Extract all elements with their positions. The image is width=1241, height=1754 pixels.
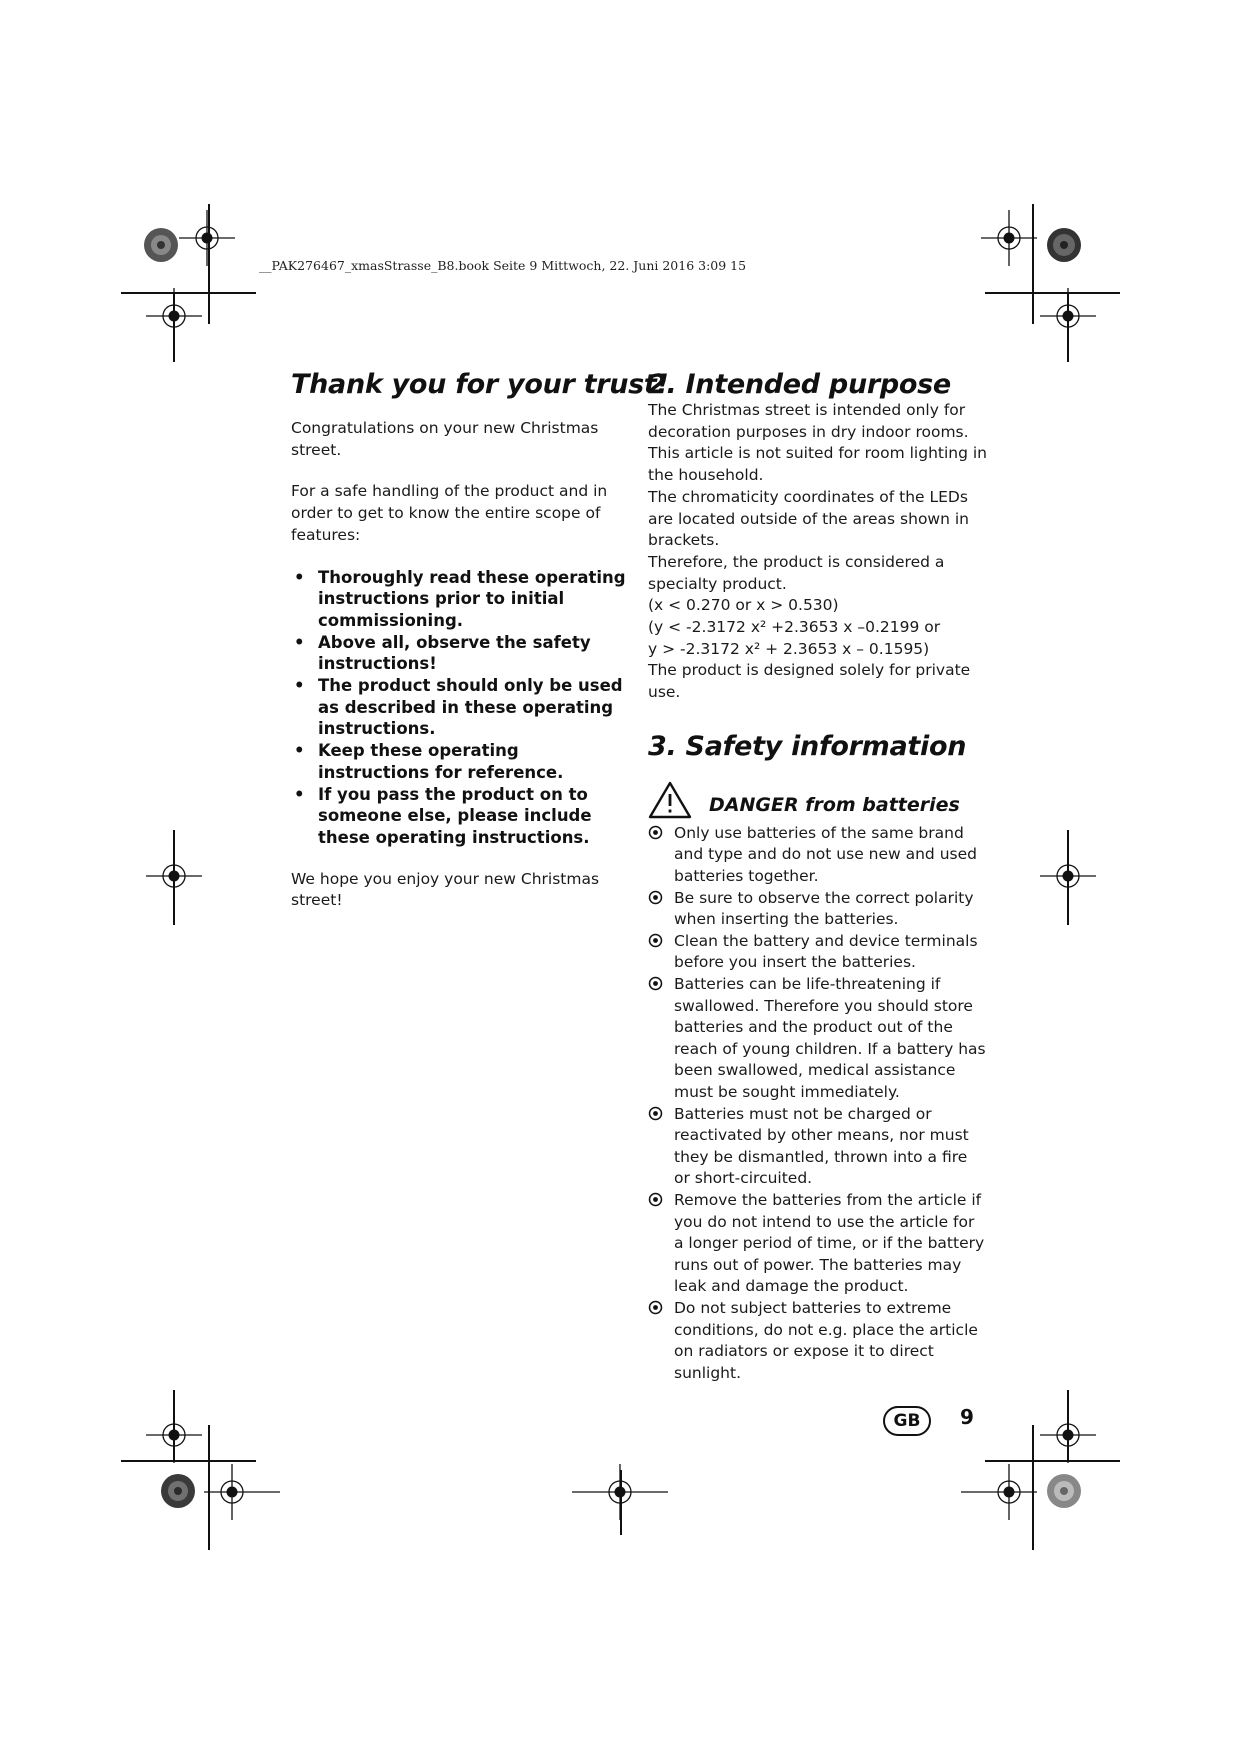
list-item: Batteries must not be charged or reactivated by other means, nor must they be dismantled, thrown into a fire or short-circuited. — [648, 1104, 988, 1190]
color-calibration-disc — [178, 1491, 196, 1509]
chromaticity-formula: (y < -2.3172 x² +2.3653 x –0.2199 or — [648, 618, 941, 637]
color-calibration-disc — [1064, 1491, 1082, 1509]
list-item: • Keep these operating instructions for reference. — [294, 741, 564, 782]
intro-text: Congratulations on your new Christmas street. — [291, 419, 599, 459]
color-calibration-disc — [1064, 245, 1082, 263]
purpose-line: This article is not suited for room lighting in the household. — [648, 444, 987, 485]
list-item: Clean the battery and device terminals before you insert the batteries. — [648, 931, 988, 974]
registration-mark — [620, 1492, 650, 1522]
bullet-icon: • — [294, 676, 305, 696]
print-slug: __PAK276467_xmasStrasse_B8.book Seite 9 Mittwoch, 22. Juni 2016 3:09 15 — [259, 258, 747, 273]
page-title: Thank you for your trust! — [291, 369, 669, 400]
instruction-list — [291, 567, 631, 849]
purpose-line: Therefore, the product is considered a specialty product. — [648, 552, 945, 593]
danger-title: DANGER from batteries — [709, 793, 960, 816]
list-item: • Thoroughly read these operating instructions prior to initial commissioning. — [294, 567, 626, 630]
registration-mark — [1009, 1492, 1039, 1522]
purpose-line: The product is designed solely for private use. — [648, 661, 971, 702]
list-item: Only use batteries of the same brand and type and do not use new and used batteries together. — [648, 823, 988, 888]
warning-triangle-icon — [648, 781, 692, 823]
registration-mark — [1068, 876, 1098, 906]
registration-mark — [207, 238, 237, 268]
chromaticity-formula: y > -2.3172 x² + 2.3653 x – 0.1595) — [648, 639, 930, 658]
closing-text: We hope you enjoy your new Christmas street! — [291, 869, 600, 910]
registration-mark — [174, 1435, 204, 1465]
target-bullet-icon — [648, 1300, 663, 1322]
list-item: Do not subject batteries to extreme conditions, do not e.g. place the article on radiators or expose it to direct sunlight. — [648, 1298, 988, 1384]
target-bullet-icon — [648, 933, 663, 955]
language-badge: GB — [883, 1406, 931, 1436]
registration-mark — [174, 876, 204, 906]
target-bullet-icon — [648, 1106, 663, 1128]
danger-header — [648, 781, 988, 823]
registration-mark — [1068, 1435, 1098, 1465]
registration-mark — [1068, 316, 1098, 346]
registration-mark — [174, 316, 204, 346]
bullet-icon: • — [294, 567, 305, 587]
purpose-line: The Christmas street is intended only for decoration purposes in dry indoor rooms. — [648, 401, 969, 441]
intended-purpose-heading: 2. Intended purpose — [648, 369, 951, 400]
bullet-icon: • — [294, 784, 305, 804]
color-calibration-disc — [161, 245, 179, 263]
target-bullet-icon — [648, 976, 663, 998]
bullet-icon: • — [294, 741, 305, 761]
handling-intro-text: For a safe handling of the product and in order to get to know the entire scope of features: — [291, 482, 608, 544]
safety-information-heading: 3. Safety information — [648, 730, 967, 762]
target-bullet-icon — [648, 890, 663, 912]
target-bullet-icon — [648, 825, 663, 847]
left-column — [291, 368, 669, 912]
page-number: 9 — [960, 1405, 974, 1429]
list-item: • Above all, observe the safety instructions! — [294, 632, 591, 674]
list-item: • If you pass the product on to someone else, please include these operating instructions. — [294, 784, 592, 847]
chromaticity-formula: (x < 0.270 or x > 0.530) — [648, 596, 839, 615]
target-bullet-icon — [648, 1192, 663, 1214]
list-item: Remove the batteries from the article if you do not intend to use the article for a longer period of time, or if the battery runs out of power. The batteries may leak and damage the product. — [648, 1190, 988, 1298]
registration-mark — [232, 1492, 262, 1522]
battery-safety-list — [648, 823, 988, 1384]
registration-mark — [1009, 238, 1039, 268]
list-item: Batteries can be life-threatening if swallowed. Therefore you should store batteries and the product out of the reach of young children. If a battery has been swallowed, medical assistance must be sought immediately. — [648, 974, 988, 1104]
list-item: Be sure to observe the correct polarity when inserting the batteries. — [648, 888, 988, 931]
list-item: • The product should only be used as described in these operating instructions. — [294, 676, 623, 739]
intended-purpose-text — [648, 400, 988, 704]
purpose-line: The chromaticity coordinates of the LEDs are located outside of the areas shown in brackets. — [648, 487, 969, 550]
right-column — [648, 368, 988, 1384]
bullet-icon: • — [294, 632, 305, 652]
